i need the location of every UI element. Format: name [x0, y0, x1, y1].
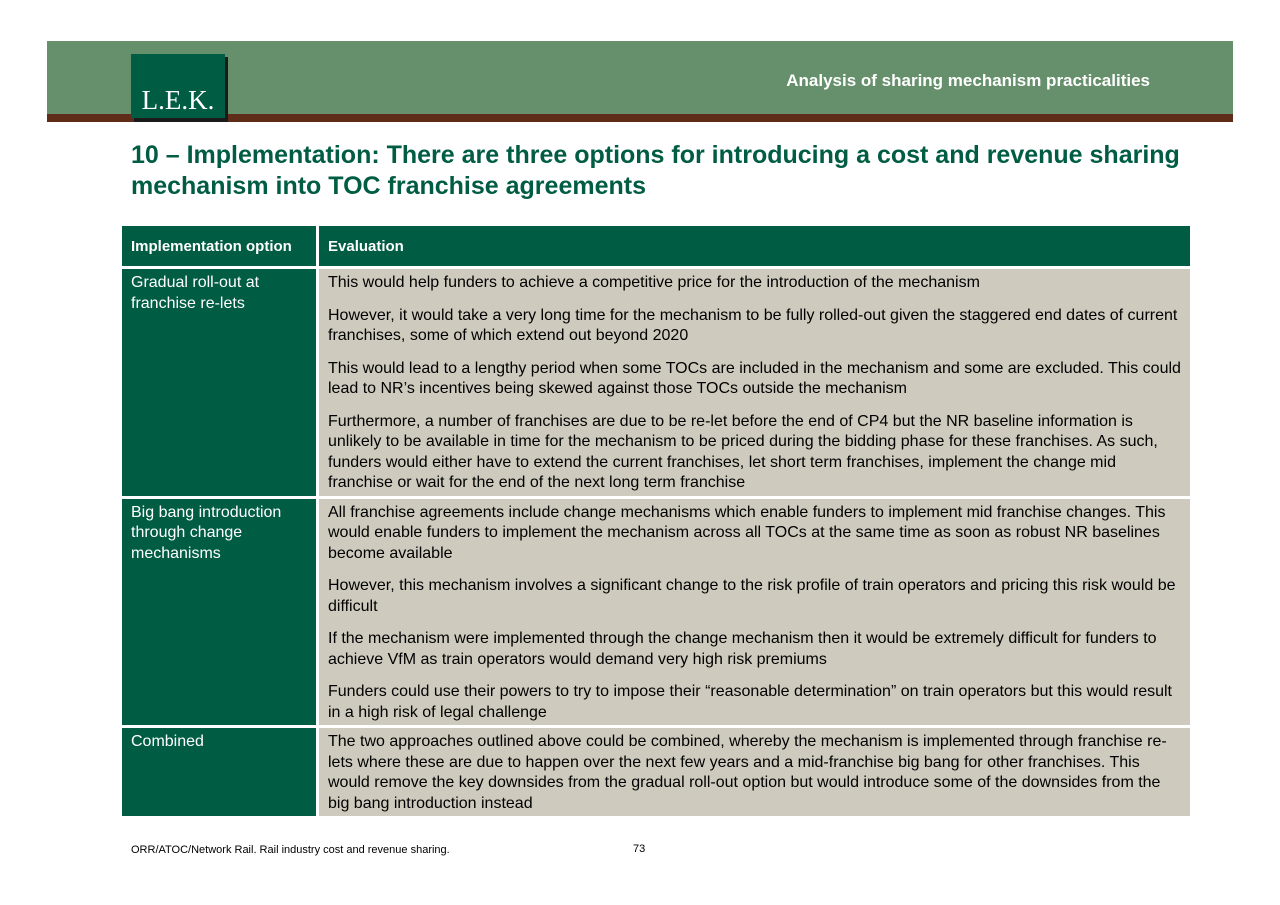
evaluation-cell	[319, 499, 1190, 726]
evaluation-point: If the mechanism were implemented through the change mechanism then it would be extremely difficult for funders to achieve VfM as train operators would demand very high risk premiums	[328, 630, 1157, 668]
table-header-row	[122, 226, 1190, 266]
table-row	[122, 269, 1190, 496]
logo-text: L.E.K.	[141, 85, 215, 115]
lek-logo	[131, 54, 225, 118]
option-cell: Gradual roll-out at franchise re-lets	[122, 269, 316, 496]
evaluation-point: This would help funders to achieve a competitive price for the introduction of the mechanism	[328, 274, 980, 291]
evaluation-cell	[319, 269, 1190, 496]
table-row	[122, 728, 1190, 816]
table-row	[122, 499, 1190, 726]
option-cell: Big bang introduction through change mechanisms	[122, 499, 316, 726]
evaluation-point: Furthermore, a number of franchises are due to be re-let before the end of CP4 but the NR baseline information is unlikely to be available in time for the mechanism to be priced during the bidding phase for these franchises. As such, funders would either have to extend the current franchises, let short term franchises, implement the change mid franchise or wait for the end of the next long term franchise	[328, 412, 1158, 491]
evaluation-point: This would lead to a lengthy period when some TOCs are included in the mechanism and some are excluded. This could lead to NR’s incentives being skewed against those TOCs outside the mechanism	[328, 359, 1181, 397]
evaluation-point: However, this mechanism involves a significant change to the risk profile of train operators and pricing this risk would be difficult	[328, 577, 1176, 615]
evaluation-table	[119, 223, 1193, 819]
column-header-option: Implementation option	[122, 226, 316, 266]
column-header-evaluation: Evaluation	[319, 226, 1190, 266]
footer-source: ORR/ATOC/Network Rail. Rail industry cost and revenue sharing.	[131, 844, 450, 856]
evaluation-point: The two approaches outlined above could be combined, whereby the mechanism is implemented through franchise re-lets where these are due to happen over the next few years and a mid-franchise big bang for other franchises. This would remove the key downsides from the gradual roll-out option but would introduce some of the downsides from the big bang introduction instead	[328, 733, 1167, 812]
section-title: Analysis of sharing mechanism practicalities	[786, 71, 1150, 90]
evaluation-point: Funders could use their powers to try to impose their “reasonable determination” on train operators but this would result in a high risk of legal challenge	[328, 683, 1172, 721]
evaluation-point: However, it would take a very long time for the mechanism to be fully rolled-out given the staggered end dates of current franchises, some of which extend out beyond 2020	[328, 306, 1178, 344]
evaluation-point: All franchise agreements include change mechanisms which enable funders to implement mid franchise changes. This would enable funders to implement the mechanism across all TOCs at the same time as soon as robust NR baselines become available	[328, 503, 1166, 562]
page-title: 10 – Implementation: There are three options for introducing a cost and revenue sharing mechanism into TOC franchise agreements	[131, 141, 1180, 200]
evaluation-cell	[319, 728, 1190, 816]
option-cell: Combined	[122, 728, 316, 816]
page-number: 73	[633, 843, 646, 855]
